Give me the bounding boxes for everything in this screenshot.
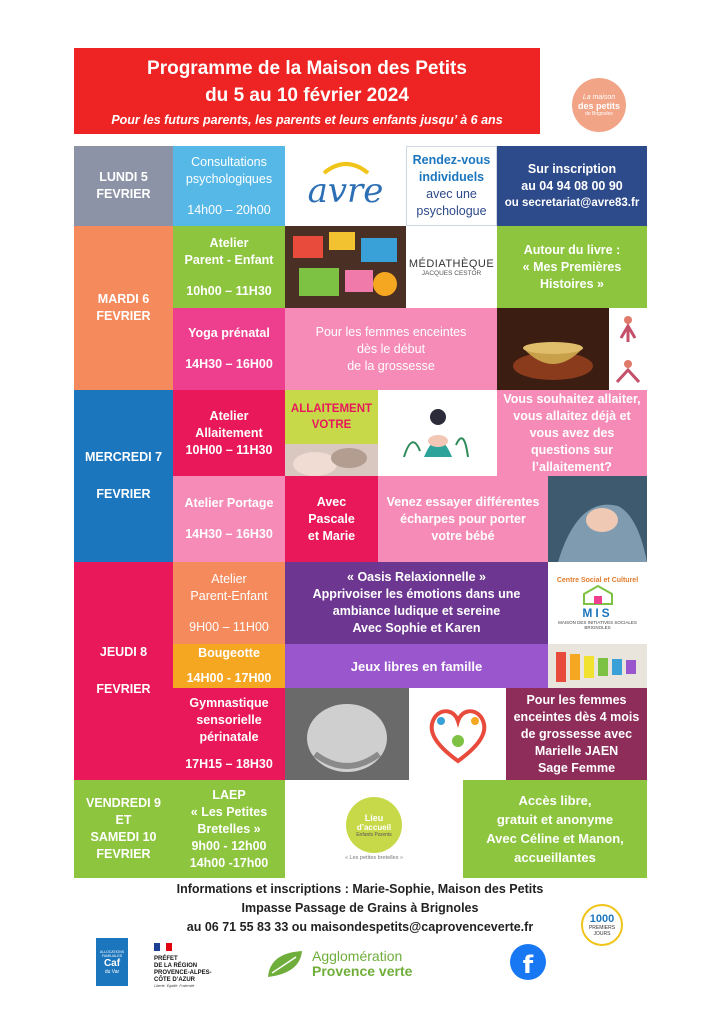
day-friday-line3: SAMEDI 10 [90, 830, 157, 844]
agglo-text2: Provence verte [312, 963, 413, 979]
thursday-jeux [285, 644, 548, 688]
breastfeeding-photo [285, 444, 378, 476]
caf-text2: FAMILIALES [101, 953, 123, 958]
page-title-line1: Programme de la Maison des Petits [147, 58, 467, 79]
badge-text1: PREMIERS [588, 924, 616, 931]
tuesday-yoga-text [285, 308, 497, 390]
agglo-leaf-icon [266, 949, 306, 979]
friday-time2: 14h00 -17h00 [189, 855, 269, 870]
wednesday-portage-text [378, 476, 548, 562]
thursday-activity2-label: Bougeotte [198, 646, 260, 660]
wednesday-activity1-line2: Allaitement [195, 425, 263, 440]
day-friday-line4: FEVRIER [96, 847, 151, 861]
day-monday [74, 146, 173, 226]
avre-logo-text: avre [307, 171, 384, 211]
thursday-time1: 9H00 – 11H00 [189, 619, 269, 634]
singing-bowl-image [497, 308, 609, 390]
laep-logo-circle [346, 797, 402, 853]
friday-acces [463, 780, 647, 878]
friday-activity-line3: Bretelles » [197, 821, 261, 836]
laep-logo-text2: d’accueil [356, 822, 392, 832]
thursday-oasis [285, 562, 548, 644]
with-line3: et Marie [307, 528, 356, 543]
oasis-line4: Avec Sophie et Karen [352, 621, 481, 635]
children-crafts-photo [285, 226, 406, 308]
tuesday-activity2 [173, 308, 285, 390]
tuesday-book [497, 226, 647, 308]
mediatheque-logo [406, 226, 497, 308]
tuesday-activity2-label: Yoga prénatal [188, 326, 270, 340]
pregnant-belly-photo [285, 688, 409, 780]
thursday-activity3 [173, 688, 285, 780]
sf-line4: Marielle JAEN [534, 743, 619, 758]
portage-line1: Venez essayer différentes [386, 494, 540, 509]
tuesday-yoga-line3: de la grossesse [347, 358, 435, 373]
caf-logo [96, 938, 128, 986]
crafts-photo-image [285, 226, 406, 308]
logo-text-2: des petits [577, 100, 620, 111]
allaitement-label-line2: VOTRE [311, 419, 352, 431]
monday-info-line2: au 04 94 08 00 90 [521, 178, 623, 193]
footer-line1: Informations et inscriptions : Marie-Sophie, Maison des Petits [176, 881, 544, 896]
acces-line2: gratuit et anonyme [496, 812, 614, 827]
day-wednesday-line2: FEVRIER [96, 487, 151, 501]
prefet-text3: PROVENCE-ALPES- [154, 970, 212, 976]
caf-text4: du Var [104, 968, 120, 975]
badge-text2: JOURS [593, 930, 611, 937]
prefet-logo [154, 938, 234, 986]
allait-text-line5: l’allaitement? [532, 459, 612, 474]
day-tuesday-line1: MARDI 6 [97, 292, 150, 306]
monday-rdv-text2: psychologue [416, 204, 487, 218]
wednesday-allait-text [497, 390, 647, 476]
page-subtitle: Pour les futurs parents, les parents et leurs enfants jusqu’ à 6 ans [111, 113, 503, 127]
monday-activity-line1: Consultations [191, 154, 267, 169]
thursday-activity1-line1: Atelier [211, 571, 247, 586]
tuesday-activity1 [173, 226, 285, 308]
facebook-icon[interactable] [510, 944, 546, 980]
thursday-activity1-line2: Parent-Enfant [190, 588, 268, 603]
monday-activity [173, 146, 285, 226]
day-thursday-line1: JEUDI 8 [99, 645, 148, 659]
monday-info-line3: ou secretariat@avre83.fr [504, 196, 640, 209]
mother-baby-icon [398, 401, 478, 465]
maison-des-petits-logo [572, 78, 626, 132]
laep-logo-text4: « Les petites bretelles » [344, 855, 404, 861]
sf-line1: Pour les femmes [526, 692, 627, 707]
wednesday-activity1 [173, 390, 285, 476]
yoga-poses-illustration [609, 308, 647, 390]
agglo-text1: Agglomération [312, 948, 403, 964]
tuesday-activity1-line2: Parent - Enfant [184, 252, 274, 267]
singing-bowl-photo [497, 308, 609, 390]
jeux-label: Jeux libres en famille [350, 658, 483, 674]
mis-logo-title: MIS [582, 605, 613, 620]
monday-rdv [406, 146, 497, 226]
sf-line5: Sage Femme [537, 760, 616, 775]
prefet-motto2: Égalité [166, 984, 178, 988]
prefet-text2: DE LA RÉGION [154, 963, 198, 969]
tuesday-book-line1: Autour du livre : [523, 242, 621, 257]
wednesday-activity1-line1: Atelier [209, 408, 249, 423]
monday-rdv-title2: individuels [418, 170, 485, 184]
sf-line3: de grossesse avec [520, 726, 633, 741]
thursday-activity3-line1: Gymnastique [189, 696, 269, 710]
mis-logo-city: BRIGNOLES [584, 624, 611, 630]
friday-time1: 9h00 - 12h00 [191, 838, 267, 853]
acces-line4: accueillantes [514, 850, 596, 865]
thursday-activity1 [173, 562, 285, 644]
day-friday-saturday [74, 780, 173, 878]
laep-logo-text3: Enfants Parents [356, 831, 392, 838]
agglo-logo [266, 944, 436, 984]
facebook-f-glyph: f [522, 951, 534, 979]
friday-activity-line2: « Les Petites [190, 804, 268, 819]
french-flag-icon [154, 943, 172, 951]
tuesday-book-line2: « Mes Premières [522, 259, 622, 274]
laep-logo [285, 780, 463, 878]
allaitement-label [285, 390, 378, 444]
caf-text1: ALLOCATIONS [99, 949, 125, 954]
thursday-activity3-line2: sensorielle [196, 713, 262, 727]
day-wednesday [74, 390, 173, 562]
acces-line3: Avec Céline et Manon, [486, 831, 624, 846]
day-tuesday-line2: FEVRIER [96, 309, 151, 323]
allait-text-line2: vous allaitez déjà et [513, 408, 631, 423]
footer-line2: Impasse Passage de Grains à Brignoles [241, 900, 479, 915]
1000-jours-badge [581, 904, 623, 946]
monday-time: 14h00 – 20h00 [187, 202, 271, 217]
pregnant-belly-image [285, 688, 409, 780]
mediatheque-logo-text2: JACQUES CESTOR [421, 269, 482, 277]
allait-text-line1: Vous souhaitez allaiter, [503, 391, 641, 406]
prefet-motto1: Liberté [154, 984, 165, 988]
prefet-motto [154, 984, 234, 988]
day-monday-line2: FEVRIER [96, 187, 151, 201]
breastfeeding-photo-image [285, 444, 378, 476]
xylophone-image [548, 644, 647, 688]
allaitement-label-line1: ALLAITEMENT [290, 403, 373, 415]
agglo-text [312, 949, 412, 979]
header-banner [74, 48, 540, 134]
day-thursday-line2: FEVRIER [96, 682, 151, 696]
monday-rdv-title1: Rendez-vous [412, 153, 491, 167]
thursday-activity2 [173, 644, 285, 688]
thursday-time2: 14H00 - 17H00 [186, 671, 272, 685]
monday-activity-line2: psychologiques [185, 171, 273, 186]
wednesday-time2: 14H30 – 16H30 [185, 527, 273, 541]
tuesday-yoga-line2: dès le début [356, 341, 426, 356]
tuesday-activity1-line1: Atelier [209, 235, 249, 250]
portage-line3: votre bébé [431, 528, 495, 543]
monday-info [497, 146, 647, 226]
prefet-text1: PRÉFET [154, 956, 178, 962]
wednesday-time1: 10H00 – 11H30 [185, 442, 273, 457]
avre-logo [285, 146, 406, 226]
footer-info [120, 878, 600, 938]
heart-hands-logo [409, 688, 506, 780]
day-thursday [74, 562, 173, 780]
breastfeeding-illustration [378, 390, 497, 476]
day-wednesday-line1: MERCREDI 7 [84, 450, 163, 464]
day-tuesday [74, 226, 173, 390]
day-monday-line1: LUNDI 5 [99, 170, 148, 184]
thursday-time3: 17H15 – 18H30 [185, 757, 273, 771]
wednesday-with [285, 476, 378, 562]
footer-line3: au 06 71 55 83 33 ou maisondespetits@caprovenceverte.fr [186, 919, 534, 934]
thursday-activity3-line3: périnatale [199, 730, 259, 744]
oasis-line3: ambiance ludique et sereine [332, 604, 501, 618]
laep-logo-text1: Lieu [364, 812, 384, 823]
babywearing-photo [548, 476, 647, 562]
wednesday-activity2-label: Atelier Portage [184, 496, 274, 510]
day-friday-line1: VENDREDI 9 [85, 796, 162, 810]
day-friday-line2: ET [115, 813, 132, 827]
mis-logo [548, 562, 647, 644]
wednesday-activity2 [173, 476, 285, 562]
oasis-line1: « Oasis Relaxionnelle » [347, 570, 486, 584]
heart-hands-icon [423, 699, 493, 769]
friday-activity-line1: LAEP [212, 787, 246, 802]
yoga-poses-image [609, 308, 647, 390]
caf-text3: Caf [103, 957, 121, 969]
mis-logo-subtitle: MAISON DES INITIATIVES SOCIALES [558, 619, 637, 625]
tuesday-time2: 14H30 – 16H00 [185, 357, 273, 371]
monday-rdv-text1: avec une [426, 187, 477, 201]
babywearing-image [548, 476, 647, 562]
thursday-sf-text [506, 688, 647, 780]
xylophone-photo [548, 644, 647, 688]
prefet-text4: CÔTE D’AZUR [154, 977, 195, 983]
with-line1: Avec [316, 494, 347, 509]
page-title-line2: du 5 au 10 février 2024 [205, 85, 409, 106]
friday-activity [173, 780, 285, 878]
logo-text-1: La maison [582, 93, 616, 101]
allait-text-line3: vous avez des [529, 425, 615, 440]
mis-logo-header: Centre Social et Culturel [556, 576, 639, 584]
logo-text-3: de Brignoles [585, 110, 613, 117]
prefet-motto3: Fraternité [179, 984, 195, 988]
tuesday-book-line3: Histoires » [540, 276, 604, 291]
house-icon [578, 584, 618, 606]
sf-line2: enceintes dès 4 mois [513, 709, 640, 724]
monday-info-line1: Sur inscription [527, 161, 617, 176]
with-line2: Pascale [308, 511, 355, 526]
portage-line2: écharpes pour porter [400, 511, 526, 526]
oasis-line2: Apprivoiser les émotions dans une [312, 587, 521, 601]
acces-line1: Accès libre, [518, 793, 592, 808]
mediatheque-logo-text1: MÉDIATHÈQUE [408, 257, 495, 270]
badge-number: 1000 [589, 912, 615, 925]
allait-text-line4: questions sur [531, 442, 613, 457]
tuesday-yoga-line1: Pour les femmes enceintes [315, 324, 467, 339]
tuesday-time1: 10h00 – 11H30 [186, 283, 272, 298]
